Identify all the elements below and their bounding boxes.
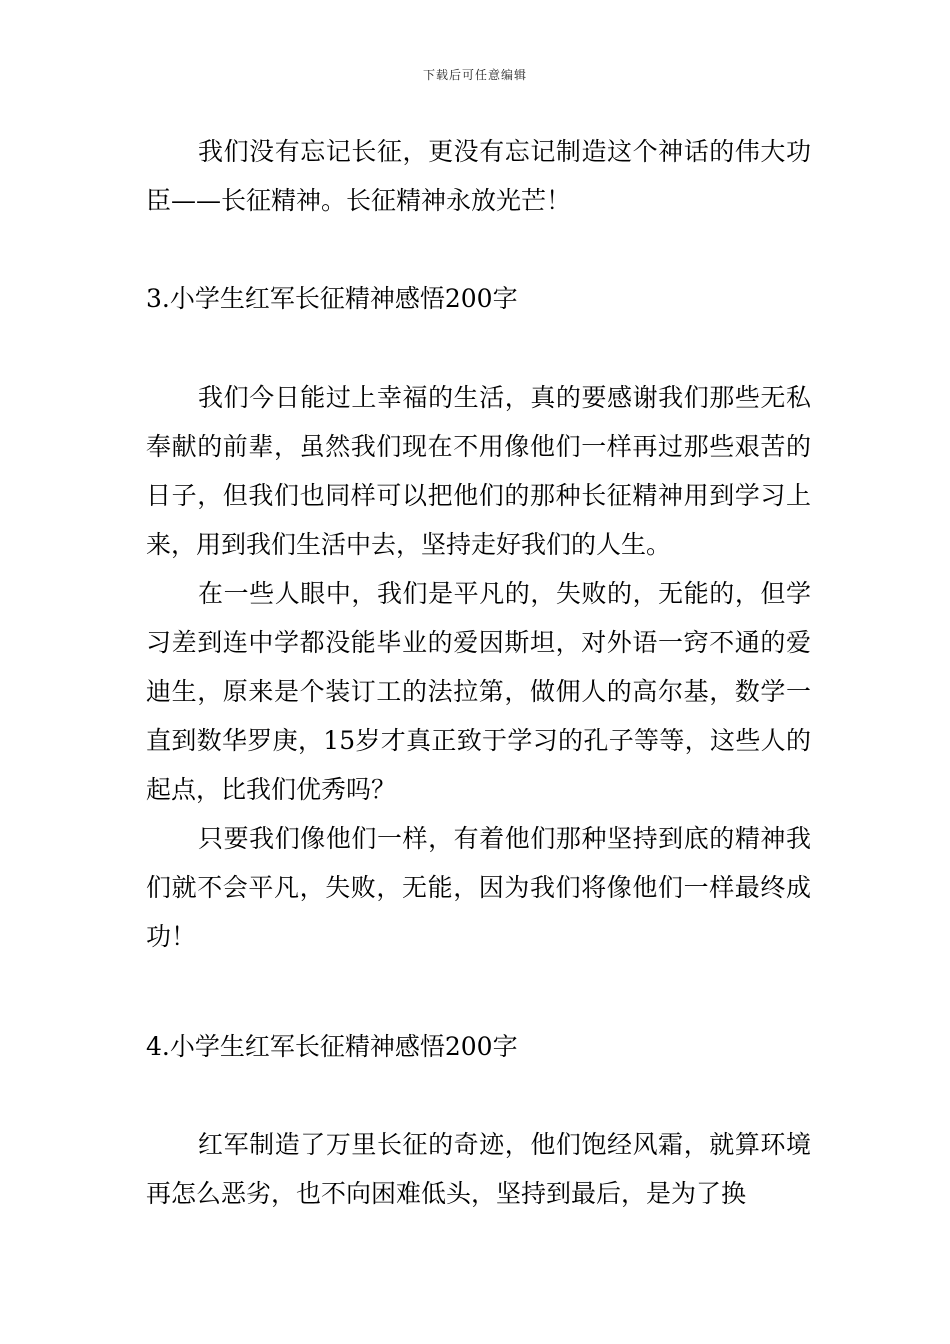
- paragraph-block-4: [146, 1120, 811, 1218]
- paragraph: 在一些人眼中，我们是平凡的，失败的，无能的，但学习差到连中学都没能毕业的爱因斯坦，对外语一窍不通的爱迪生，原来是个装订工的法拉第，做佣人的高尔基，数学一直到数华罗庚，15岁才真正致于学习的孔子等等，这些人的起点，比我们优秀吗？: [146, 579, 811, 804]
- page-header: 下载后可任意编辑: [422, 68, 527, 82]
- paragraph-block-3: [146, 373, 811, 961]
- heading: 3.小学生红军长征精神感悟200字: [146, 284, 518, 313]
- section-heading-4: [146, 1022, 811, 1071]
- paragraph: 我们今日能过上幸福的生活，真的要感谢我们那些无私奉献的前辈，虽然我们现在不用像他们一样再过那些艰苦的日子，但我们也同样可以把他们的那种长征精神用到学习上来，用到我们生活中去，坚持走好我们的人生。: [146, 383, 811, 559]
- heading: 4.小学生红军长征精神感悟200字: [146, 1032, 518, 1061]
- paragraph: 只要我们像他们一样，有着他们那种坚持到底的精神我们就不会平凡，失败，无能，因为我们将像他们一样最终成功！: [146, 824, 811, 951]
- section-heading-3: [146, 274, 811, 323]
- paragraph: 我们没有忘记长征，更没有忘记制造这个神话的伟大功臣——长征精神。长征精神永放光芒！: [146, 137, 811, 215]
- paragraph-block-1: [146, 127, 811, 225]
- paragraph: 红军制造了万里长征的奇迹，他们饱经风霜，就算环境再怎么恶劣，也不向困难低头，坚持到最后，是为了换: [146, 1130, 811, 1208]
